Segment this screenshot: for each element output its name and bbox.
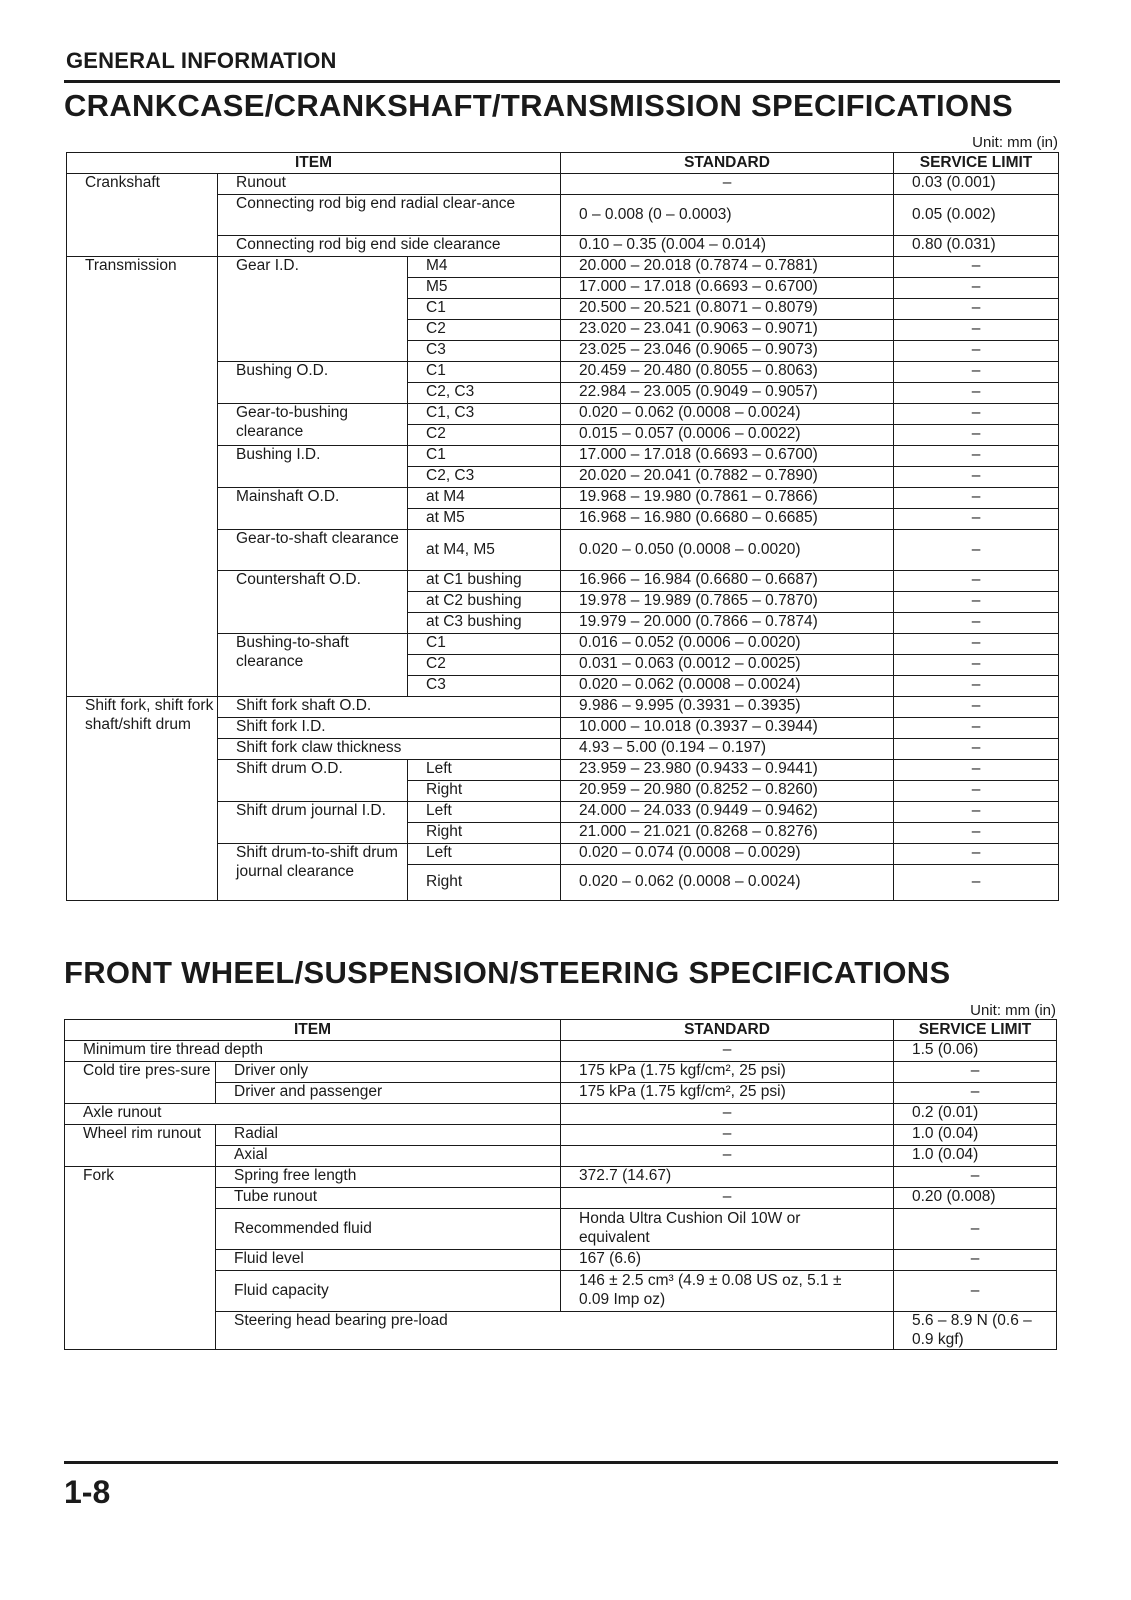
standard-value: 372.7 (14.67) <box>561 1167 894 1188</box>
limit-value: – <box>894 613 1059 634</box>
limit-value: – <box>894 404 1059 425</box>
limit-value: – <box>894 655 1059 676</box>
group-fork: Fork <box>65 1167 216 1350</box>
limit-value: – <box>894 383 1059 404</box>
limit-value: 1.0 (0.04) <box>894 1125 1057 1146</box>
group-wheel-rim-runout: Wheel rim runout <box>65 1125 216 1167</box>
crankcase-spec-table <box>66 152 1059 901</box>
header-item: ITEM <box>67 153 561 174</box>
item-label: Minimum tire thread depth <box>65 1041 561 1062</box>
standard-value: – <box>561 1188 894 1209</box>
sub-label: at C2 bushing <box>408 592 561 613</box>
sub-label: at M4 <box>408 488 561 509</box>
standard-value: 167 (6.6) <box>561 1250 894 1271</box>
standard-value: – <box>561 174 894 195</box>
item-label: Tube runout <box>216 1188 561 1209</box>
limit-value: – <box>894 257 1059 278</box>
limit-value: – <box>894 488 1059 509</box>
standard-value: – <box>561 1041 894 1062</box>
standard-value: 0.016 – 0.052 (0.0006 – 0.0020) <box>561 634 894 655</box>
sub-label: C1 <box>408 634 561 655</box>
limit-value: – <box>894 362 1059 383</box>
standard-value: 20.020 – 20.041 (0.7882 – 0.7890) <box>561 467 894 488</box>
limit-value: – <box>894 739 1059 760</box>
standard-value: 19.978 – 19.989 (0.7865 – 0.7870) <box>561 592 894 613</box>
limit-value: – <box>894 571 1059 592</box>
standard-value: 22.984 – 23.005 (0.9049 – 0.9057) <box>561 383 894 404</box>
limit-value: – <box>894 697 1059 718</box>
header-rule <box>64 80 1060 83</box>
footer-rule <box>64 1461 1058 1464</box>
standard-value: – <box>561 1125 894 1146</box>
item-label: Gear-to-shaft clearance <box>218 530 408 571</box>
sub-label: C2 <box>408 425 561 446</box>
standard-value: 0.020 – 0.050 (0.0008 – 0.0020) <box>561 530 894 571</box>
limit-value: – <box>894 1167 1057 1188</box>
limit-value: – <box>894 760 1059 781</box>
item-label: Connecting rod big end side clearance <box>218 236 561 257</box>
standard-value: 20.000 – 20.018 (0.7874 – 0.7881) <box>561 257 894 278</box>
standard-value: 23.959 – 23.980 (0.9433 – 0.9441) <box>561 760 894 781</box>
front-wheel-unit: Unit: mm (in) <box>970 1002 1056 1019</box>
standard-value: – <box>561 1146 894 1167</box>
sub-label: M4 <box>408 257 561 278</box>
item-label: Runout <box>218 174 561 195</box>
item-label: Driver only <box>216 1062 561 1083</box>
item-label: Shift fork claw thickness <box>218 739 561 760</box>
item-label: Mainshaft O.D. <box>218 488 408 530</box>
limit-value: 1.5 (0.06) <box>894 1041 1057 1062</box>
section-header: GENERAL INFORMATION <box>66 48 337 73</box>
limit-value: – <box>894 299 1059 320</box>
limit-value: – <box>894 844 1059 865</box>
group-shift-fork: Shift fork, shift fork shaft/shift drum <box>67 697 218 901</box>
sub-label: C1, C3 <box>408 404 561 425</box>
item-label: Bushing-to-shaft clearance <box>218 634 408 697</box>
standard-value: 20.500 – 20.521 (0.8071 – 0.8079) <box>561 299 894 320</box>
standard-value: 20.959 – 20.980 (0.8252 – 0.8260) <box>561 781 894 802</box>
standard-value: 0.020 – 0.074 (0.0008 – 0.0029) <box>561 844 894 865</box>
standard-value: 21.000 – 21.021 (0.8268 – 0.8276) <box>561 823 894 844</box>
sub-label: at M5 <box>408 509 561 530</box>
header-standard: STANDARD <box>561 153 894 174</box>
standard-value: 23.020 – 23.041 (0.9063 – 0.9071) <box>561 320 894 341</box>
limit-value: – <box>894 592 1059 613</box>
standard-value: 0 – 0.008 (0 – 0.0003) <box>561 195 894 236</box>
limit-value: – <box>894 509 1059 530</box>
header-item: ITEM <box>65 1020 561 1041</box>
sub-label: Right <box>408 823 561 844</box>
item-label: Spring free length <box>216 1167 561 1188</box>
limit-value: – <box>894 823 1059 844</box>
item-label: Steering head bearing pre-load <box>216 1312 894 1350</box>
item-label: Bushing I.D. <box>218 446 408 488</box>
limit-value: 0.03 (0.001) <box>894 174 1059 195</box>
sub-label: Left <box>408 802 561 823</box>
header-standard: STANDARD <box>561 1020 894 1041</box>
sub-label: at C3 bushing <box>408 613 561 634</box>
item-label: Shift drum journal I.D. <box>218 802 408 844</box>
standard-value: 0.020 – 0.062 (0.0008 – 0.0024) <box>561 676 894 697</box>
standard-value: 19.968 – 19.980 (0.7861 – 0.7866) <box>561 488 894 509</box>
limit-value: 1.0 (0.04) <box>894 1146 1057 1167</box>
sub-label: at M4, M5 <box>408 530 561 571</box>
item-label: Radial <box>216 1125 561 1146</box>
sub-label: Right <box>408 865 561 901</box>
limit-value: 0.80 (0.031) <box>894 236 1059 257</box>
sub-label: C2 <box>408 320 561 341</box>
front-wheel-spec-table <box>64 1019 1057 1350</box>
group-crankshaft: Crankshaft <box>67 174 218 257</box>
sub-label: C1 <box>408 446 561 467</box>
standard-value: 175 kPa (1.75 kgf/cm², 25 psi) <box>561 1062 894 1083</box>
page-number: 1-8 <box>64 1474 111 1510</box>
sub-label: C1 <box>408 362 561 383</box>
item-label: Countershaft O.D. <box>218 571 408 634</box>
standard-value: 0.015 – 0.057 (0.0006 – 0.0022) <box>561 425 894 446</box>
standard-value: 20.459 – 20.480 (0.8055 – 0.8063) <box>561 362 894 383</box>
item-label: Shift drum O.D. <box>218 760 408 802</box>
limit-value: – <box>894 530 1059 571</box>
limit-value: – <box>894 781 1059 802</box>
item-label: Bushing O.D. <box>218 362 408 404</box>
item-label: Shift drum-to-shift drum journal clearance <box>218 844 408 901</box>
standard-value: 23.025 – 23.046 (0.9065 – 0.9073) <box>561 341 894 362</box>
item-label: Recommended fluid <box>216 1209 561 1250</box>
sub-label: C2 <box>408 655 561 676</box>
item-label: Shift fork I.D. <box>218 718 561 739</box>
item-label: Fluid capacity <box>216 1271 561 1312</box>
item-label: Gear I.D. <box>218 257 408 362</box>
standard-value: 16.966 – 16.984 (0.6680 – 0.6687) <box>561 571 894 592</box>
limit-value: – <box>894 1062 1057 1083</box>
standard-value: 17.000 – 17.018 (0.6693 – 0.6700) <box>561 446 894 467</box>
group-cold-tire-pressure: Cold tire pres-sure <box>65 1062 216 1104</box>
sub-label: Left <box>408 844 561 865</box>
sub-label: at C1 bushing <box>408 571 561 592</box>
limit-value: – <box>894 718 1059 739</box>
sub-label: C2, C3 <box>408 383 561 404</box>
item-label: Fluid level <box>216 1250 561 1271</box>
standard-value: 9.986 – 9.995 (0.3931 – 0.3935) <box>561 697 894 718</box>
limit-value: 0.20 (0.008) <box>894 1188 1057 1209</box>
limit-value: – <box>894 1271 1057 1312</box>
standard-value: 24.000 – 24.033 (0.9449 – 0.9462) <box>561 802 894 823</box>
sub-label: C3 <box>408 341 561 362</box>
standard-value: 5.6 – 8.9 N (0.6 – 0.9 kgf) <box>894 1312 1057 1350</box>
item-label: Gear-to-bushing clearance <box>218 404 408 446</box>
standard-value: 0.020 – 0.062 (0.0008 – 0.0024) <box>561 865 894 901</box>
sub-label: Left <box>408 760 561 781</box>
limit-value: 0.2 (0.01) <box>894 1104 1057 1125</box>
limit-value: – <box>894 425 1059 446</box>
limit-value: – <box>894 865 1059 901</box>
standard-value: 0.020 – 0.062 (0.0008 – 0.0024) <box>561 404 894 425</box>
standard-value: Honda Ultra Cushion Oil 10W or equivalent <box>561 1209 894 1250</box>
limit-value: – <box>894 467 1059 488</box>
standard-value: 10.000 – 10.018 (0.3937 – 0.3944) <box>561 718 894 739</box>
crankcase-title: CRANKCASE/CRANKSHAFT/TRANSMISSION SPECIFICATIONS <box>64 88 1014 123</box>
limit-value: 0.05 (0.002) <box>894 195 1059 236</box>
limit-value: – <box>894 676 1059 697</box>
standard-value: 17.000 – 17.018 (0.6693 – 0.6700) <box>561 278 894 299</box>
sub-label: Right <box>408 781 561 802</box>
standard-value: 4.93 – 5.00 (0.194 – 0.197) <box>561 739 894 760</box>
item-label: Axial <box>216 1146 561 1167</box>
limit-value: – <box>894 1209 1057 1250</box>
sub-label: M5 <box>408 278 561 299</box>
limit-value: – <box>894 278 1059 299</box>
item-label: Axle runout <box>65 1104 561 1125</box>
limit-value: – <box>894 341 1059 362</box>
limit-value: – <box>894 320 1059 341</box>
limit-value: – <box>894 446 1059 467</box>
standard-value: 19.979 – 20.000 (0.7866 – 0.7874) <box>561 613 894 634</box>
standard-value: – <box>561 1104 894 1125</box>
header-service-limit: SERVICE LIMIT <box>894 153 1059 174</box>
standard-value: 16.968 – 16.980 (0.6680 – 0.6685) <box>561 509 894 530</box>
sub-label: C2, C3 <box>408 467 561 488</box>
limit-value: – <box>894 1250 1057 1271</box>
limit-value: – <box>894 634 1059 655</box>
standard-value: 0.10 – 0.35 (0.004 – 0.014) <box>561 236 894 257</box>
item-label: Connecting rod big end radial clear-ance <box>218 195 561 236</box>
item-label: Driver and passenger <box>216 1083 561 1104</box>
group-transmission: Transmission <box>67 257 218 697</box>
front-wheel-title: FRONT WHEEL/SUSPENSION/STEERING SPECIFICATIONS <box>64 955 951 990</box>
header-service-limit: SERVICE LIMIT <box>894 1020 1057 1041</box>
limit-value: – <box>894 1083 1057 1104</box>
standard-value: 0.031 – 0.063 (0.0012 – 0.0025) <box>561 655 894 676</box>
limit-value: – <box>894 802 1059 823</box>
standard-value: 146 ± 2.5 cm³ (4.9 ± 0.08 US oz, 5.1 ± 0.09 Imp oz) <box>561 1271 894 1312</box>
crankcase-unit: Unit: mm (in) <box>972 134 1058 151</box>
standard-value: 175 kPa (1.75 kgf/cm², 25 psi) <box>561 1083 894 1104</box>
sub-label: C1 <box>408 299 561 320</box>
item-label: Shift fork shaft O.D. <box>218 697 561 718</box>
sub-label: C3 <box>408 676 561 697</box>
